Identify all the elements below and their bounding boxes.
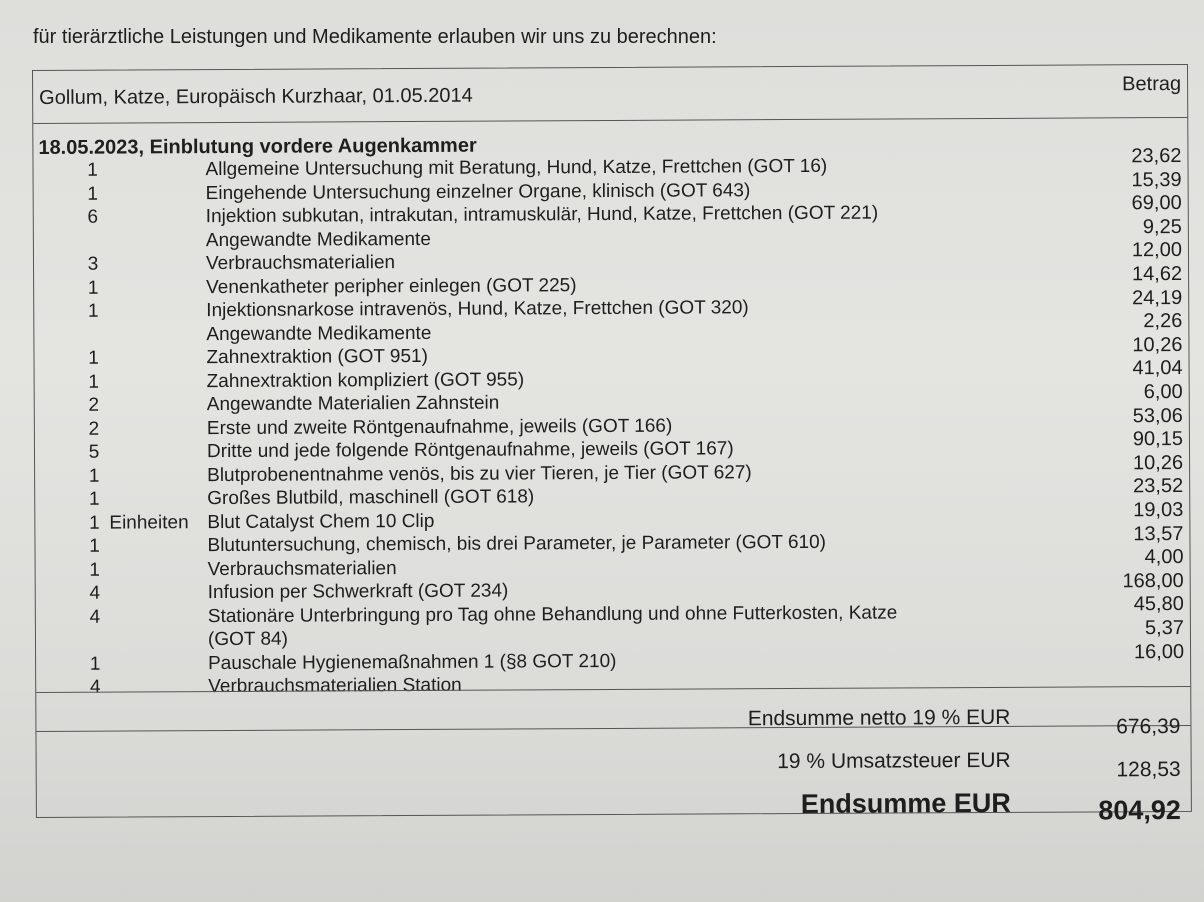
item-description: Verbrauchsmaterialien	[205, 252, 396, 275]
item-amount: 12,00	[1131, 239, 1183, 262]
item-amount: 69,00	[1131, 192, 1182, 215]
item-description: Blutuntersuchung, chemisch, bis drei Parameter, je Parameter (GOT 610)	[207, 531, 827, 557]
vat-label: 19 % Umsatzsteuer EUR	[777, 748, 1011, 774]
item-quantity: 4	[89, 582, 101, 604]
item-quantity: 4	[89, 676, 101, 698]
item-amount: 4,00	[1144, 546, 1184, 569]
line-item	[36, 670, 1190, 700]
item-amount: 53,06	[1132, 404, 1183, 427]
item-description: Großes Blutbild, maschinell (GOT 618)	[207, 486, 535, 510]
item-amount: 14,62	[1131, 262, 1183, 286]
item-description: Verbrauchsmaterialien Station	[208, 674, 462, 698]
item-description: Pauschale Hygienemaßnahmen 1 (§8 GOT 210)	[208, 650, 617, 674]
item-amount: 13,57	[1133, 522, 1184, 545]
item-description: Blut Catalyst Chem 10 Clip	[207, 510, 435, 533]
item-amount: 168,00	[1122, 569, 1184, 593]
item-amount: 6,00	[1143, 380, 1183, 404]
vat-value: 128,53	[1116, 757, 1181, 782]
item-quantity: 1	[88, 488, 100, 510]
item-quantity: 1	[88, 347, 99, 369]
item-amount: 24,19	[1132, 286, 1183, 309]
netto-value: 676,39	[1116, 714, 1181, 739]
item-amount: 2,26	[1143, 310, 1183, 333]
intro-text: für tierärztliche Leistungen und Medikamente erlauben wir uns zu berechnen:	[33, 26, 717, 48]
item-description: Injektion subkutan, intrakutan, intramuskulär, Hund, Katze, Frettchen (GOT 221)	[205, 202, 879, 228]
item-description: Angewandte Materialien Zahnstein	[206, 392, 500, 416]
item-description: Angewandte Medikamente	[206, 322, 432, 345]
grand-total-label: Endsumme EUR	[800, 787, 1011, 819]
case-title: 18.05.2023, Einblutung vordere Augenkammer	[38, 134, 477, 159]
item-description: Blutprobenentnahme venös, bis zu vier Tieren, je Tier (GOT 627)	[207, 461, 752, 486]
item-amount: 23,52	[1133, 475, 1184, 498]
item-amount: 90,15	[1132, 428, 1184, 451]
item-description: Erste und zweite Röntgenaufnahme, jeweils (GOT 166)	[206, 415, 673, 439]
item-description: Zahnextraktion (GOT 951)	[206, 345, 428, 369]
header-divider	[33, 117, 1187, 124]
item-description: Verbrauchsmaterialien	[207, 557, 397, 580]
netto-label: Endsumme netto 19 % EUR	[747, 705, 1011, 731]
item-quantity: 1	[88, 465, 100, 487]
item-quantity: 1	[89, 559, 100, 581]
item-amount: 10,26	[1132, 333, 1183, 357]
item-description: Stationäre Unterbringung pro Tag ohne Behandlung und ohne Futterkosten, Katze	[207, 601, 898, 627]
item-quantity: 1	[87, 300, 99, 322]
item-quantity: 4	[89, 606, 101, 628]
item-quantity: 1	[89, 512, 100, 534]
subtotal-divider	[36, 725, 1190, 732]
item-quantity: 1	[88, 371, 99, 393]
item-description: Zahnextraktion kompliziert (GOT 955)	[206, 368, 525, 392]
item-amount: 19,03	[1133, 498, 1184, 522]
item-description: Dritte und jede folgende Röntgenaufnahme, jeweils (GOT 167)	[206, 438, 734, 463]
item-amount: 15,39	[1131, 168, 1182, 191]
item-amount: 5,37	[1144, 616, 1184, 640]
item-description: Allgemeine Untersuchung mit Beratung, Hund, Katze, Frettchen (GOT 16)	[205, 155, 828, 181]
item-quantity: 6	[87, 206, 99, 228]
item-quantity: 1	[87, 277, 99, 299]
item-quantity: 3	[87, 253, 99, 275]
item-description: Angewandte Medikamente	[205, 228, 431, 251]
item-description: Eingehende Untersuchung einzelner Organe, klinisch (GOT 643)	[205, 179, 751, 204]
item-description: Infusion per Schwerkraft (GOT 234)	[207, 580, 509, 604]
item-description: (GOT 84)	[207, 628, 288, 651]
item-amount: 9,25	[1142, 215, 1182, 238]
amount-column-header: Betrag	[1122, 72, 1182, 96]
item-quantity: 2	[88, 394, 100, 416]
item-description: Venenkatheter peripher einlegen (GOT 225)	[206, 274, 577, 298]
patient-info: Gollum, Katze, Europäisch Kurzhaar, 01.05.2014	[39, 84, 473, 109]
item-unit: Einheiten	[109, 511, 189, 534]
item-quantity: 1	[89, 535, 100, 557]
grand-total-value: 804,92	[1098, 794, 1181, 826]
invoice-table	[32, 64, 1192, 826]
item-amount: 23,62	[1131, 144, 1182, 168]
item-amount: 45,80	[1133, 593, 1184, 616]
item-quantity: 1	[87, 159, 98, 181]
item-quantity: 1	[89, 653, 101, 675]
item-description: Injektionsnarkose intravenös, Hund, Katze, Frettchen (GOT 320)	[206, 297, 749, 322]
item-amount: 16,00	[1133, 640, 1185, 663]
item-amount: 10,26	[1132, 451, 1184, 475]
item-amount: 41,04	[1132, 357, 1183, 380]
item-quantity: 1	[87, 183, 98, 205]
item-quantity: 5	[88, 441, 100, 463]
item-quantity: 2	[88, 418, 100, 440]
